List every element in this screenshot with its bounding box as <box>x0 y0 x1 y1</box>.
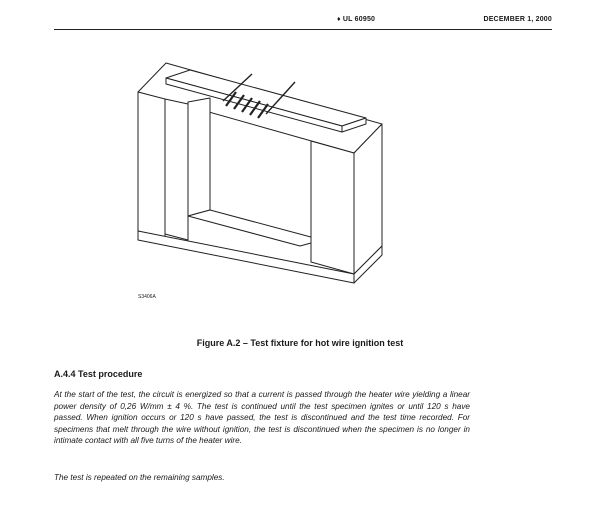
test-fixture-drawing <box>120 48 420 318</box>
figure-id-label: S3406A <box>138 294 156 300</box>
section-title: A.4.4 Test procedure <box>54 369 143 379</box>
fixture-left-face <box>138 92 165 238</box>
left-pillar-face <box>165 99 188 240</box>
fixture-inner-wall <box>188 98 210 216</box>
page-header <box>54 0 552 30</box>
fixture-inner-floor <box>188 210 322 246</box>
procedure-paragraph: The test is repeated on the remaining samples. <box>54 473 225 482</box>
procedure-paragraph: At the start of the test, the circuit is energized so that a current is passed through the heater wire yielding a linear power density of 0,26 W/mm ± 4 %. The test is continued until the test specimen ignites or until 120 s have passed. When ignition occurs or 120 s have passed, the test is discontinued and the test time recorded. For specimens that melt through the wire without ignition, the test is discontinued when the specimen is no longer in intimate contact with all five turns of the heater wire. <box>54 390 470 446</box>
standard-label: ♦ UL 60950 <box>337 16 376 23</box>
right-pillar-face <box>311 141 354 274</box>
test-fixture-figure <box>120 48 420 318</box>
header-date: DECEMBER 1, 2000 <box>483 16 552 23</box>
figure-caption: Figure A.2 – Test fixture for hot wire ignition test <box>196 338 404 348</box>
